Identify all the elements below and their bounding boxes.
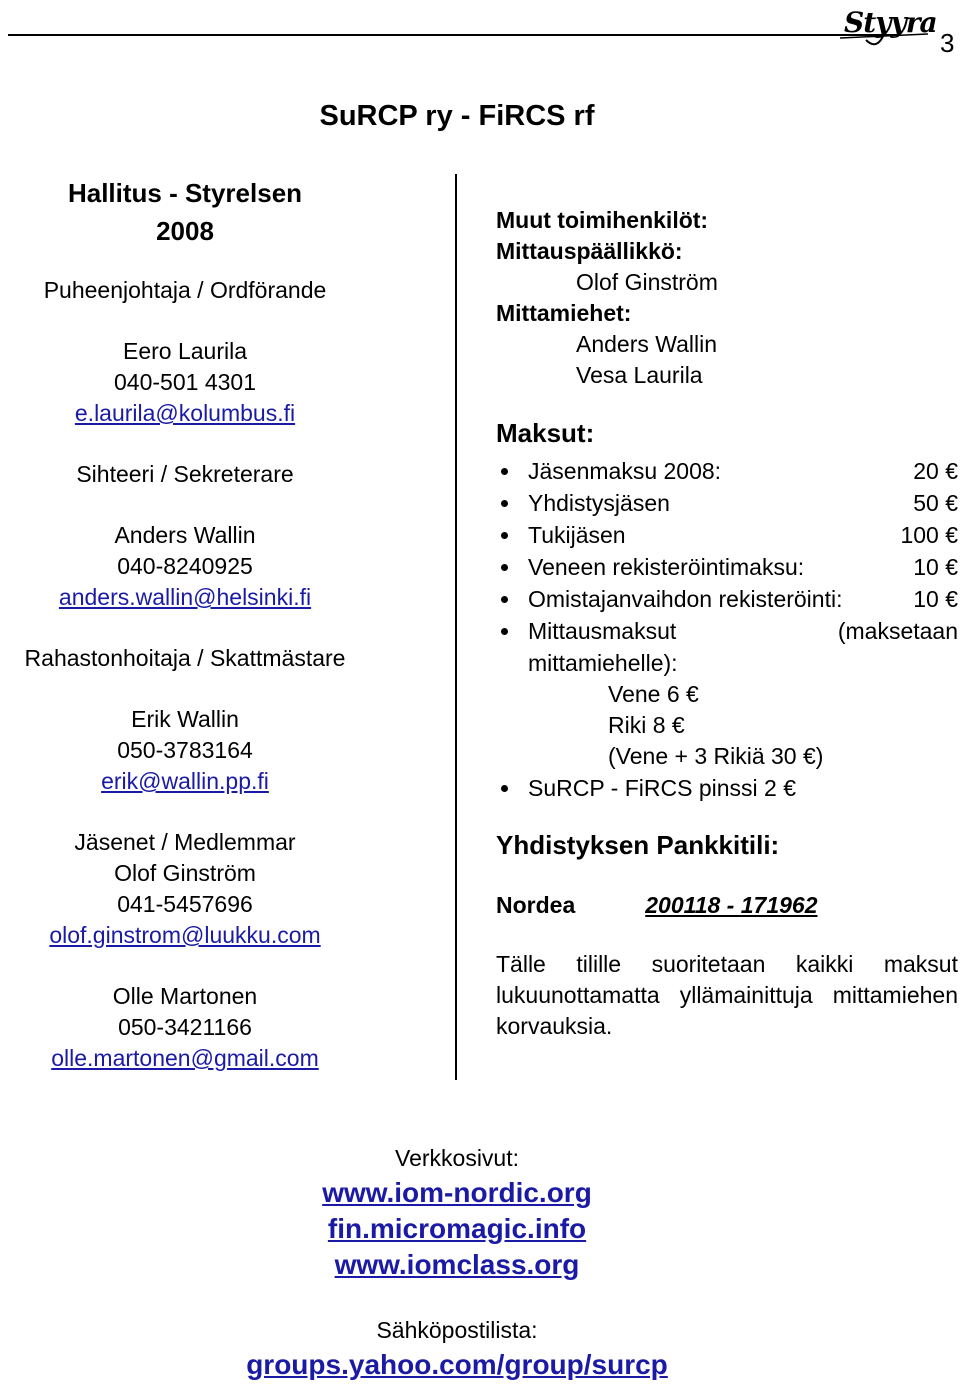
fee-item xyxy=(496,519,958,551)
styyra-logo xyxy=(836,4,937,48)
board-heading: Hallitus - Styrelsen xyxy=(67,178,303,208)
member-phone: 050-3421166 xyxy=(118,1014,252,1040)
board-column xyxy=(0,174,370,1074)
measure-fee-note: (maksetaan xyxy=(837,618,958,644)
secretary-role: Sihteeri / Sekreterare xyxy=(76,461,294,487)
treasurer-email-link[interactable]: erik@wallin.pp.fi xyxy=(101,768,269,794)
members-role: Jäsenet / Medlemmar xyxy=(74,829,296,855)
secretary-email-link[interactable]: anders.wallin@helsinki.fi xyxy=(58,584,312,610)
fee-amount: 50 € xyxy=(913,490,958,516)
member-name: Olof Ginström xyxy=(114,860,256,886)
page-title: SuRCP ry - FiRCS rf xyxy=(319,100,595,132)
fee-item xyxy=(496,583,958,615)
website-link[interactable]: fin.micromagic.info xyxy=(327,1213,587,1244)
measure-fee-boat: Vene 6 € xyxy=(608,681,699,707)
column-divider xyxy=(455,174,457,1080)
bullet-icon xyxy=(501,785,508,792)
member-name: Olle Martonen xyxy=(112,983,258,1009)
treasurer-phone: 050-3783164 xyxy=(117,737,253,763)
chair-phone: 040-501 4301 xyxy=(114,369,256,395)
measurers-label: Mittamiehet: xyxy=(496,300,632,326)
logo-text: Styyra xyxy=(844,6,937,39)
member-email-link[interactable]: olle.martonen@gmail.com xyxy=(51,1045,319,1071)
bank-account-number: 200118 - 171962 xyxy=(645,892,818,918)
mailing-list-link[interactable]: groups.yahoo.com/group/surcp xyxy=(246,1349,668,1380)
bullet-icon xyxy=(501,532,508,539)
measure-fee-label: Mittausmaksut xyxy=(528,618,677,644)
chair-role: Puheenjohtaja / Ordförande xyxy=(43,277,327,303)
secretary-phone: 040-8240925 xyxy=(117,553,253,579)
bank-name: Nordea xyxy=(496,892,576,918)
bullet-icon xyxy=(501,468,508,475)
info-column xyxy=(496,205,958,1042)
secretary-name: Anders Wallin xyxy=(114,522,256,548)
fee-amount: 20 € xyxy=(913,458,958,484)
fees-list xyxy=(496,455,958,804)
measure-fee-rig: Riki 8 € xyxy=(608,712,685,738)
logo-swash-icon xyxy=(836,4,932,48)
treasurer-name: Erik Wallin xyxy=(131,706,239,732)
fee-item xyxy=(496,551,958,583)
website-link[interactable]: www.iom-nordic.org xyxy=(322,1177,592,1208)
bullet-icon xyxy=(501,596,508,603)
bank-note: Tälle tilille suoritetaan kaikki maksut lukuunottamatta yllämainittuja mittamiehen korvauksia. xyxy=(496,951,958,1039)
chief-measurer-label: Mittauspäällikkö: xyxy=(496,238,683,264)
header-rule xyxy=(8,34,898,36)
fee-label: Yhdistysjäsen xyxy=(528,490,670,516)
bank-heading: Yhdistyksen Pankkitili: xyxy=(496,830,780,860)
chief-measurer-name: Olof Ginström xyxy=(576,269,718,295)
footer xyxy=(0,1141,914,1383)
mailing-list-label: Sähköpostilista: xyxy=(376,1317,538,1343)
bullet-icon xyxy=(501,500,508,507)
websites-label: Verkkosivut: xyxy=(395,1145,519,1171)
fee-item-measurement xyxy=(496,615,958,772)
fee-label: Tukijäsen xyxy=(528,522,626,548)
member-phone: 041-5457696 xyxy=(117,891,253,917)
member-email-link[interactable]: olof.ginstrom@luukku.com xyxy=(49,922,321,948)
chair-email-link[interactable]: e.laurila@kolumbus.fi xyxy=(74,400,296,426)
fee-amount: 10 € xyxy=(913,554,958,580)
bank-account-row xyxy=(496,890,958,921)
measurer-name: Anders Wallin xyxy=(576,331,718,357)
fee-label: Omistajanvaihdon rekisteröinti: xyxy=(528,586,843,612)
website-link[interactable]: www.iomclass.org xyxy=(334,1249,580,1280)
fee-item xyxy=(496,455,958,487)
fees-heading: Maksut: xyxy=(496,418,595,448)
pennant-fee: SuRCP - FiRCS pinssi 2 € xyxy=(528,775,796,801)
measurer-name: Vesa Laurila xyxy=(576,362,703,388)
fee-amount: 10 € xyxy=(913,586,958,612)
fee-amount: 100 € xyxy=(900,522,958,548)
officials-heading: Muut toimihenkilöt: xyxy=(496,207,709,233)
bullet-icon xyxy=(501,628,508,635)
fee-item xyxy=(496,487,958,519)
page-number: 3 xyxy=(940,28,955,58)
fee-item xyxy=(496,772,958,804)
chair-name: Eero Laurila xyxy=(122,338,248,364)
fee-label: Jäsenmaksu 2008: xyxy=(528,458,722,484)
fee-label: Veneen rekisteröintimaksu: xyxy=(528,554,805,580)
measure-fee-note-cont: mittamiehelle): xyxy=(528,650,678,676)
board-year: 2008 xyxy=(156,216,214,246)
treasurer-role: Rahastonhoitaja / Skattmästare xyxy=(24,645,346,671)
measure-fee-combo: (Vene + 3 Rikiä 30 €) xyxy=(608,743,824,769)
bullet-icon xyxy=(501,564,508,571)
